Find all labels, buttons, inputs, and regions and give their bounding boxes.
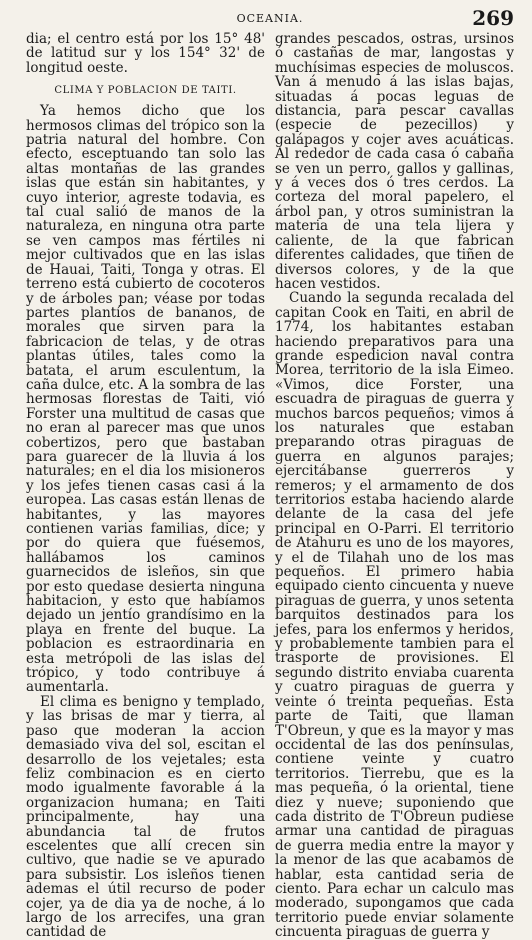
section-heading: CLIMA Y POBLACION DE TAITI. xyxy=(54,85,237,97)
left-column xyxy=(26,31,265,940)
right-column xyxy=(275,31,515,940)
paragraph: Ya hemos dicho que los hermosos climas del trópico son la patria natural del hombre. Con efecto, esceptuando tan solo las altas montañas de las grandes islas que están sin habitantes, y cuyo interior, agreste todavia, es tal cual salió de manos de la naturaleza, en ninguna otra parte se ven campos mas fértiles ni mejor cultivados que en las islas de Hauai, Taiti, Tonga y otras. El terreno está cubierto de cocoteros y de árboles pan; véase por todas partes plantíos de bananos, de morales que sirven para la fabricacion de telas, y de otras plantas útiles, tales como la batata, el arum esculentum, la caña dulce, etc. A la sombra de las hermosas florestas de Taiti, vió Forster una multitud de casas que no eran al parecer mas que unos cobertizos, pero que bastaban para guarecer de la lluvia á los naturales; en el dia los misioneros y los jefes tienen casas casi á la europea. Las casas están llenas de habitantes, y las mayores contienen varias familias, dice; y por do quiera que fuésemos, hallábamos los caminos guarnecidos de isleños, sin que por esto quedase desierta ninguna habitacion, y esto que habíamos dejado un jentío grandísimo en la playa en frente del buque. La poblacion es estraordinaria en esta metrópoli de las islas del trópico, y todo contribuye á aumentarla. xyxy=(26,103,265,696)
text-columns xyxy=(26,31,515,940)
paragraph: grandes pescados, ostras, ursinos ó castañas de mar, langostas y muchísimas especies de moluscos. Van á menudo á las islas bajas, situadas á pocas leguas de distancia, para pescar cavallas (especie de pezecillos) y galápagos y cojer aves acuáticas. Al rededor de cada casa ó cabaña se ven un perro, gallos y gallinas, y á veces dos ó tres cerdos. La corteza del moral papelero, el árbol pan, y otros suministran la materia de una tela lijera y caliente, de la que fabrican diferentes calidades, que tiñen de diversos colores, y de la que hacen vestidos. xyxy=(275,31,514,292)
paragraph: dia; el centro está por los 15° 48' de latitud sur y los 154° 32' de longitud oeste. xyxy=(26,31,265,76)
page-number: 269 xyxy=(472,6,514,30)
paragraph: Cuando la segunda recalada del capitan Cook en Taiti, en abril de 1774, los habitantes estaban haciendo preparativos para una grande espedicion naval contra Morea, territorio de la isla Eimeo. «Vimos, dice Forster, una escuadra de piraguas de guerra y muchos barcos pequeños; vimos á los naturales que estaban preparando otras piraguas de guerra en algunos parajes; ejercitábanse guerreros y remeros; y el armamento de dos territorios estaba haciendo alarde delante de la casa del jefe principal en O-Parri. El territorio de Atahuru es uno de los mayores, y el de Tilahah uno de los mas pequeños. El primero habia equipado ciento cincuenta y nueve piraguas de guerra, y unos setenta barquitos destinados para los jefes, para los enfermos y heridos, y probablemente tambien para el trasporte de provisiones. El segundo distrito enviaba cuarenta y cuatro piraguas de guerra y veinte ó treinta pequeñas. Esta parte de Taiti, que llaman T'Obreun, y que es la mayor y mas occidental de las dos penínsulas, contiene veinte y cuatro territorios. Tierrebu, que es la mas pequeña, ó la oriental, tiene diez y nueve; suponiendo que cada distrito de T'Obreun pudiese armar una cantidad de piraguas de guerra media entre la mayor y la menor de las que acabamos de hablar, esta cantidad seria de ciento. Para echar un calculo mas moderado, supongamos que cada territorio puede enviar solamente cincuenta piraguas de guerra y xyxy=(275,290,515,940)
running-title: OCEANIA. xyxy=(236,12,304,25)
paragraph: El clima es benigno y templado, y las brisas de mar y tierra, al paso que moderan la accion demasiado viva del sol, escitan el desarrollo de los vejetales; esta feliz combinacion es en cierto modo igualmente favorable á la organizacion humana; en Taiti principalmente, hay una abundancia tal de frutos escelentes que allí crecen sin cultivo, que nadie se ve apurado para subsistir. Los isleños tienen ademas el útil recurso de poder cojer, ya de dia ya de noche, á lo largo de los arrecifes, una gran cantidad de xyxy=(26,693,265,940)
page-header xyxy=(26,4,514,32)
